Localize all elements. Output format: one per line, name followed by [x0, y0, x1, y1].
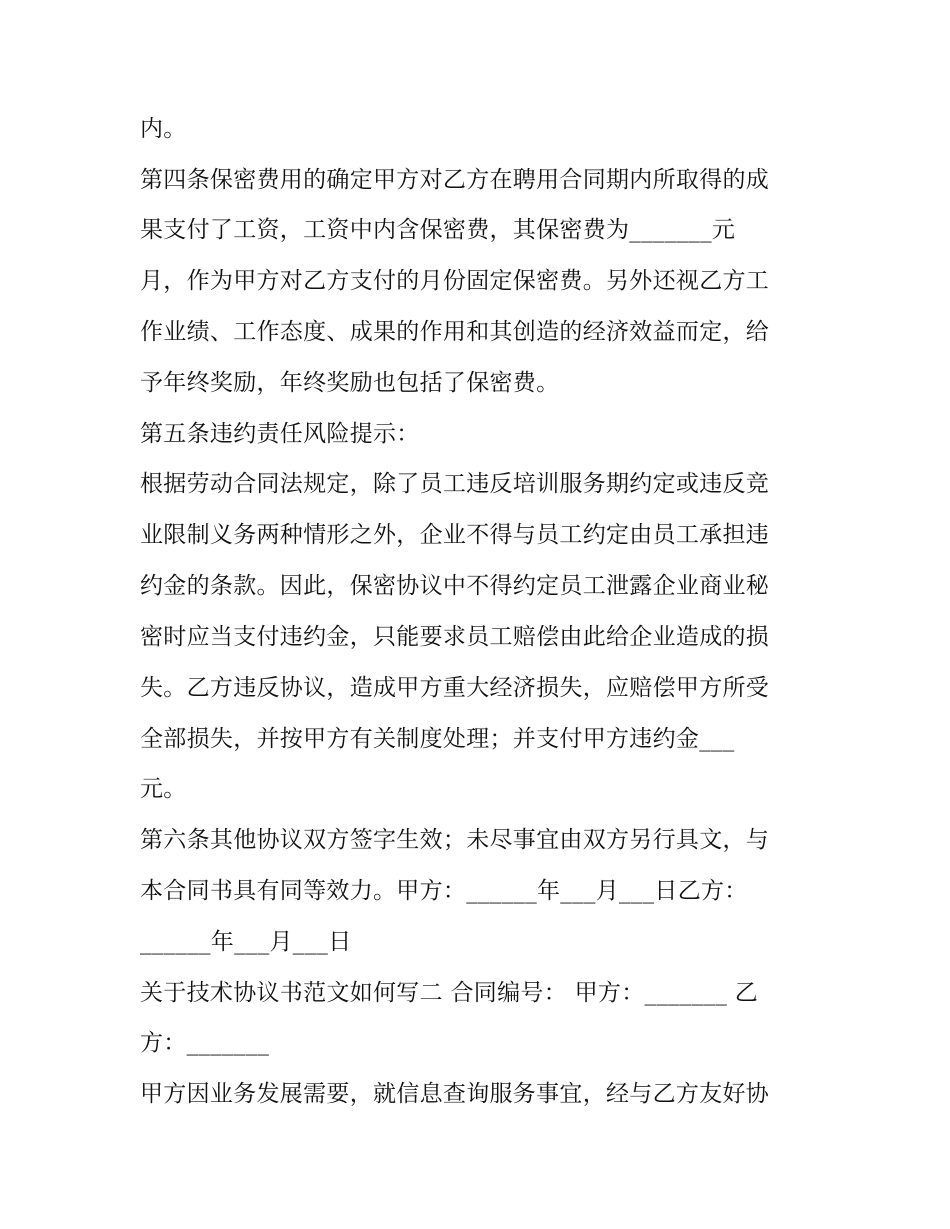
text-line-15: 第六条其他协议双方签字生效；未尽事宜由双方另行具文，与	[140, 827, 770, 853]
text-line-11: 密时应当支付违约金，只能要求员工赔偿由此给企业造成的损	[140, 624, 770, 650]
text-line-5: 作业绩、工作态度、成果的作用和其创造的经济效益而定，给	[140, 319, 770, 345]
text-line-17: ______年___月___日	[140, 929, 352, 955]
text-line-4: 月，作为甲方对乙方支付的月份固定保密费。另外还视乙方工	[140, 268, 770, 294]
text-line-9: 业限制义务两种情形之外，企业不得与员工约定由员工承担违	[140, 522, 770, 548]
text-line-10: 约金的条款。因此，保密协议中不得约定员工泄露企业商业秘	[140, 573, 770, 599]
text-line-3: 果支付了工资，工资中内含保密费，其保密费为_______元	[140, 217, 736, 243]
text-line-1: 内。	[140, 116, 187, 142]
text-line-18: 关于技术协议书范文如何写二 合同编号： 甲方：_______ 乙	[140, 980, 759, 1006]
text-line-13: 全部损失，并按甲方有关制度处理；并支付甲方违约金___	[140, 726, 735, 752]
text-line-7: 第五条违约责任风险提示：	[140, 421, 420, 447]
text-line-20: 甲方因业务发展需要，就信息查询服务事宜，经与乙方友好协	[140, 1081, 770, 1107]
text-line-19: 方：_______	[140, 1030, 270, 1056]
text-line-14: 元。	[140, 776, 187, 802]
text-line-8: 根据劳动合同法规定，除了员工违反培训服务期约定或违反竞	[140, 471, 770, 497]
text-line-2: 第四条保密费用的确定甲方对乙方在聘用合同期内所取得的成	[140, 167, 770, 193]
text-line-16: 本合同书具有同等效力。甲方：______年___月___日乙方：	[140, 878, 748, 904]
text-line-6: 予年终奖励，年终奖励也包括了保密费。	[140, 370, 560, 396]
text-line-12: 失。乙方违反协议，造成甲方重大经济损失，应赔偿甲方所受	[140, 675, 770, 701]
